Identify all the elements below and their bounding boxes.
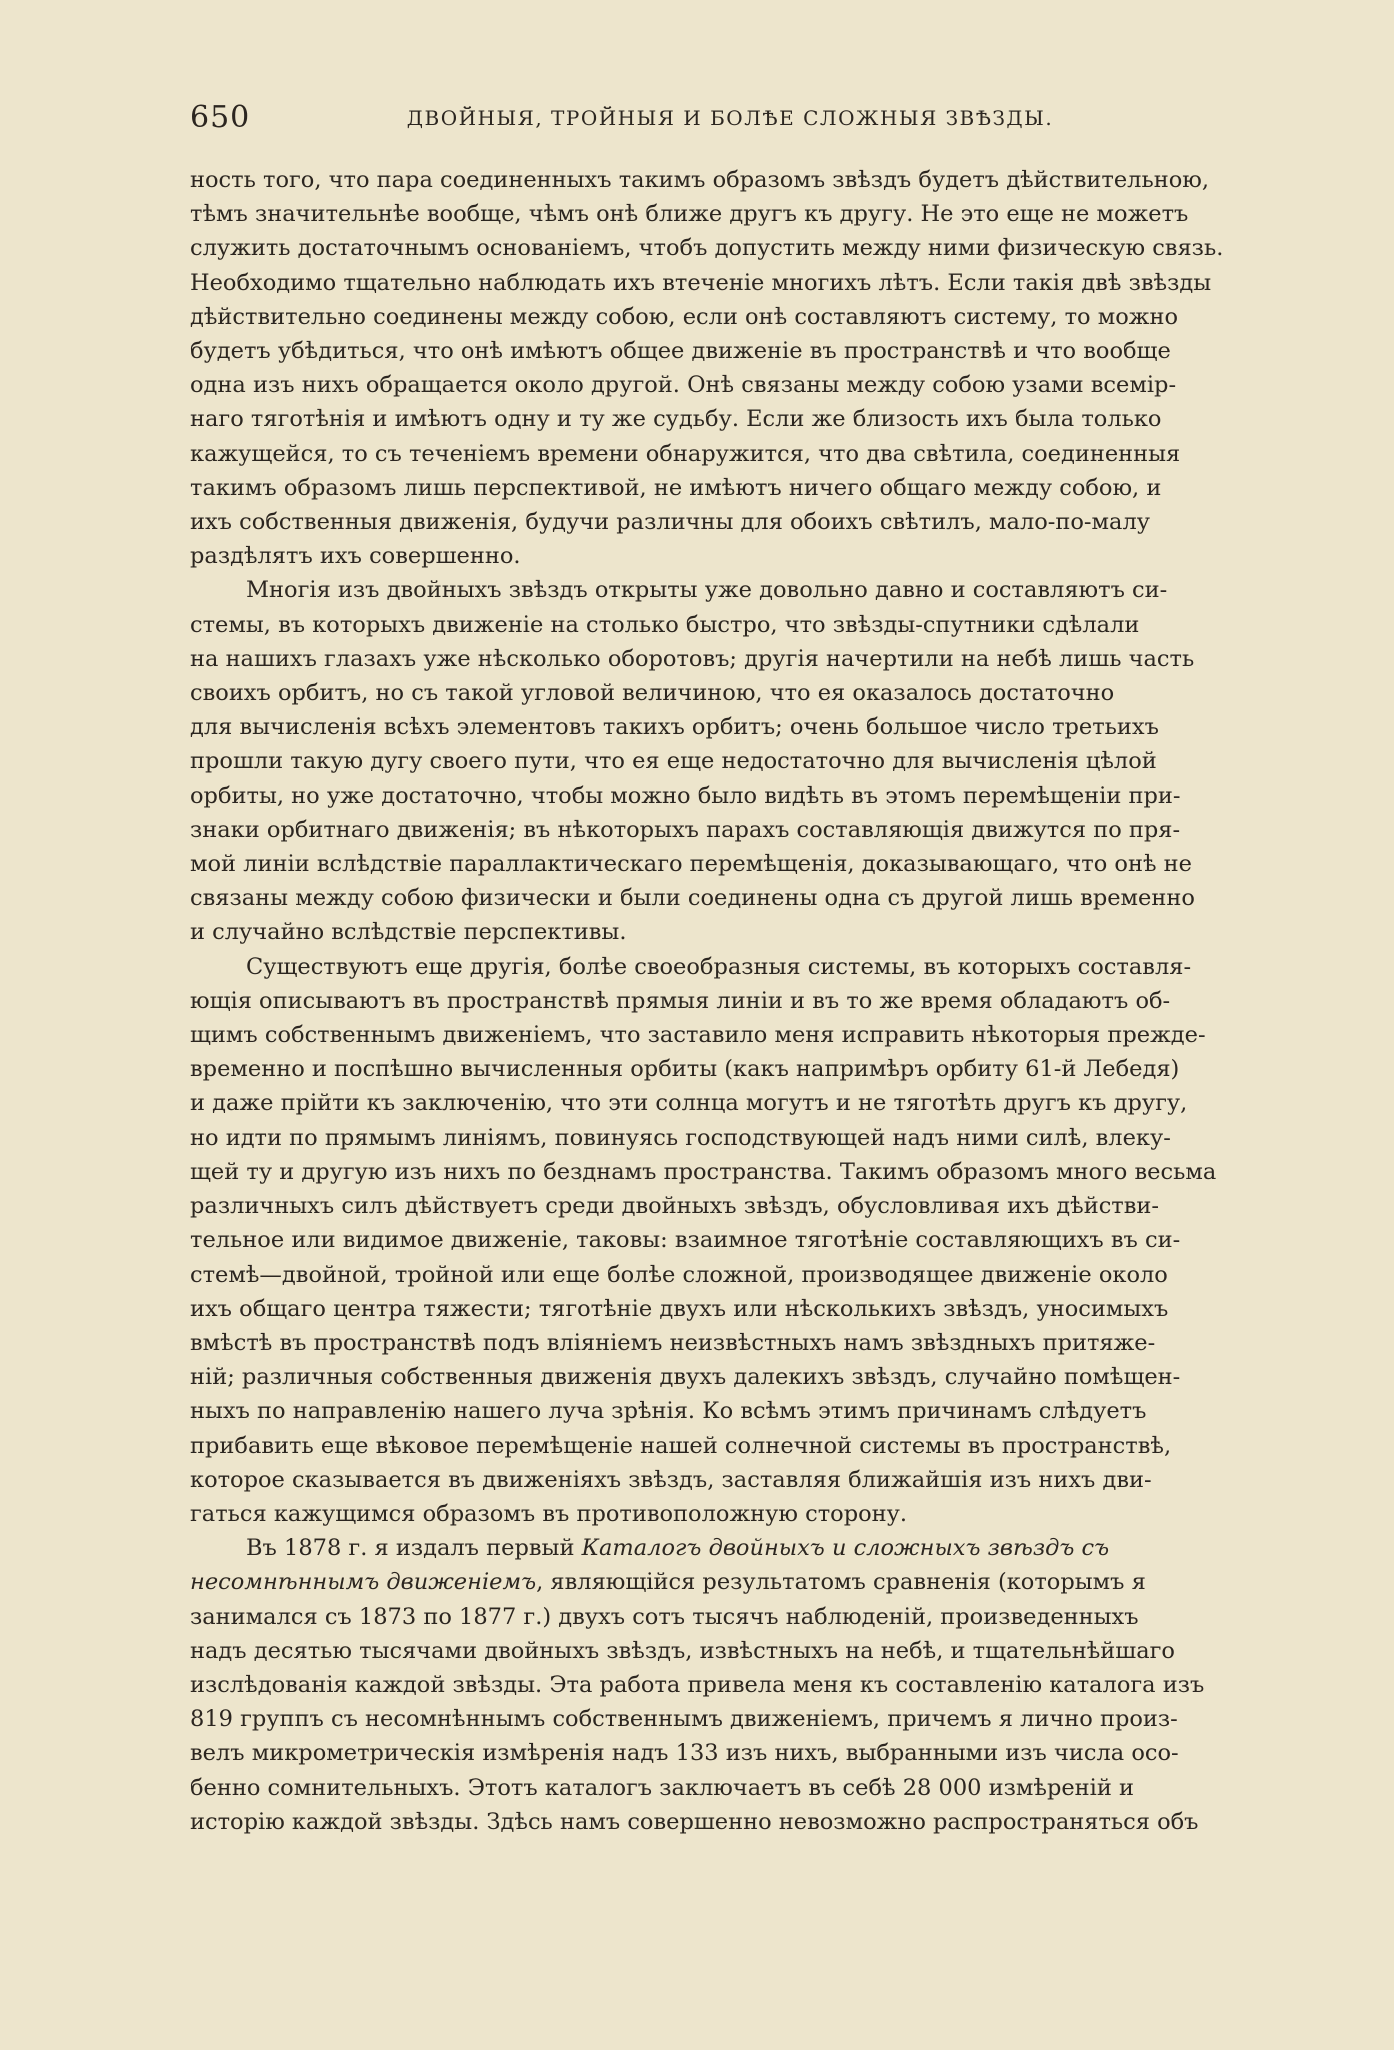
- page-number: 650: [190, 100, 251, 135]
- paragraph-double-stars: Многія изъ двойныхъ звѣздъ открыты уже довольно давно и составляютъ си- стемы, въ которыхъ движеніе на столько быстро, что звѣзды-спутники сдѣлали на нашихъ глазахъ уже нѣсколько оборотовъ; другія начертили на небѣ лишь часть своихъ орбитъ, но съ такой угловой величиною, что ея оказалось достаточно для вычисленія всѣхъ элементовъ такихъ орбитъ; очень большое число третьихъ прошли такую дугу своего пути, что ея еще недостаточно для вычисленія цѣлой орбиты, но уже достаточно, чтобы можно было видѣть въ этомъ перемѣщеніи при- знаки орбитнаго движенія; въ нѣкоторыхъ парахъ составляющія движутся по пря- мой линіи вслѣдствіе параллактическаго перемѣщенія, доказывающаго, что онѣ не связаны между собою физически и были соединены одна съ другой лишь временно и случайно вслѣдствіе перспективы.: [190, 577, 1195, 946]
- page-header: [190, 100, 1270, 144]
- catalogue-text-after: , являющійся результатомъ сравненія (которымъ я занимался съ 1873 по 1877 г.) двухъ сотъ тысячъ наблюденій, произведенныхъ надъ десятью тысячами двойныхъ звѣздъ, извѣстныхъ на небѣ, и тщательнѣйшаго изслѣдованія каждой звѣзды. Эта работа привела меня къ составленію каталога изъ 819 группъ съ несомнѣннымъ собственнымъ движеніемъ, причемъ я лично произ- велъ микрометрическія измѣренія надъ 133 изъ нихъ, выбранными изъ числа осо- бенно сомнительныхъ. Этотъ каталогъ заключаетъ въ себѣ 28 000 измѣреній и исторію каждой звѣзды. Здѣсь намъ совершенно невозможно распространяться объ: [190, 1569, 1205, 1835]
- paragraph-other-systems: Существуютъ еще другія, болѣе своеобразныя системы, въ которыхъ составля- ющія описываютъ въ пространствѣ прямыя линіи и въ то же время обладаютъ об- щимъ собственнымъ движеніемъ, что заставило меня исправить нѣкоторыя прежде- временно и поспѣшно вычисленныя орбиты (какъ напримѣръ орбиту 61-й Лебедя) и даже прійти къ заключенію, что эти солнца могутъ и не тяготѣть другъ къ другу, но идти по прямымъ линіямъ, повинуясь господствующей надъ ними силѣ, влеку- щей ту и другую изъ нихъ по безднамъ пространства. Такимъ образомъ много весьма различныхъ силъ дѣйствуетъ среди двойныхъ звѣздъ, обусловливая ихъ дѣйстви- тельное или видимое движеніе, таковы: взаимное тяготѣніе составляющихъ въ си- стемѣ—двойной, тройной или еще болѣе сложной, производящее движеніе около ихъ общаго центра тяжести; тяготѣніе двухъ или нѣсколькихъ звѣздъ, уносимыхъ вмѣстѣ въ пространствѣ подъ вліяніемъ неизвѣстныхъ намъ звѣздныхъ притяже- ній; различныя собственныя движенія двухъ далекихъ звѣздъ, случайно помѣщен- ныхъ по направленію нашего луча зрѣнія. Ко всѣмъ этимъ причинамъ слѣдуетъ прибавить еще вѣковое перемѣщеніе нашей солнечной системы въ пространствѣ, которое сказывается въ движеніяхъ звѣздъ, заставляя ближайшія изъ нихъ дви- гаться кажущимся образомъ въ противоположную сторону.: [190, 953, 1217, 1527]
- paragraph-continuation: ность того, что пара соединенныхъ такимъ образомъ звѣздъ будетъ дѣйствительною, тѣмъ значительнѣе вообще, чѣмъ онѣ ближе другъ къ другу. Не это еще не можетъ служить достаточнымъ основаніемъ, чтобъ допустить между ними физическую связь. Необходимо тщательно наблюдать ихъ втеченіе многихъ лѣтъ. Если такія двѣ звѣзды дѣйствительно соединены между собою, если онѣ составляютъ систему, то можно будетъ убѣдиться, что онѣ имѣютъ общее движеніе въ пространствѣ и что вообще одна изъ нихъ обращается около другой. Онѣ связаны между собою узами всемір- наго тяготѣнія и имѣютъ одну и ту же судьбу. Если же близость ихъ была только кажущейся, то съ теченіемъ времени обнаружится, что два свѣтила, соединенныя такимъ образомъ лишь перспективой, не имѣютъ ничего общаго между собою, и ихъ собственныя движенія, будучи различны для обоихъ свѣтилъ, мало-по-малу раздѣлятъ ихъ совершенно.: [190, 167, 1224, 570]
- running-title: ДВОЙНЫЯ, ТРОЙНЫЯ И БОЛѢЕ СЛОЖНЫЯ ЗВѢЗДЫ.: [406, 106, 1054, 130]
- catalogue-title-italic: Каталогъ двойныхъ и сложныхъ звѣздъ съ несомнѣннымъ движеніемъ: [190, 1535, 1110, 1596]
- catalogue-text-before: Въ 1878 г. я издалъ первый: [246, 1535, 582, 1562]
- paragraph-catalogue: [190, 1531, 1270, 1839]
- page-body: [190, 163, 1270, 1839]
